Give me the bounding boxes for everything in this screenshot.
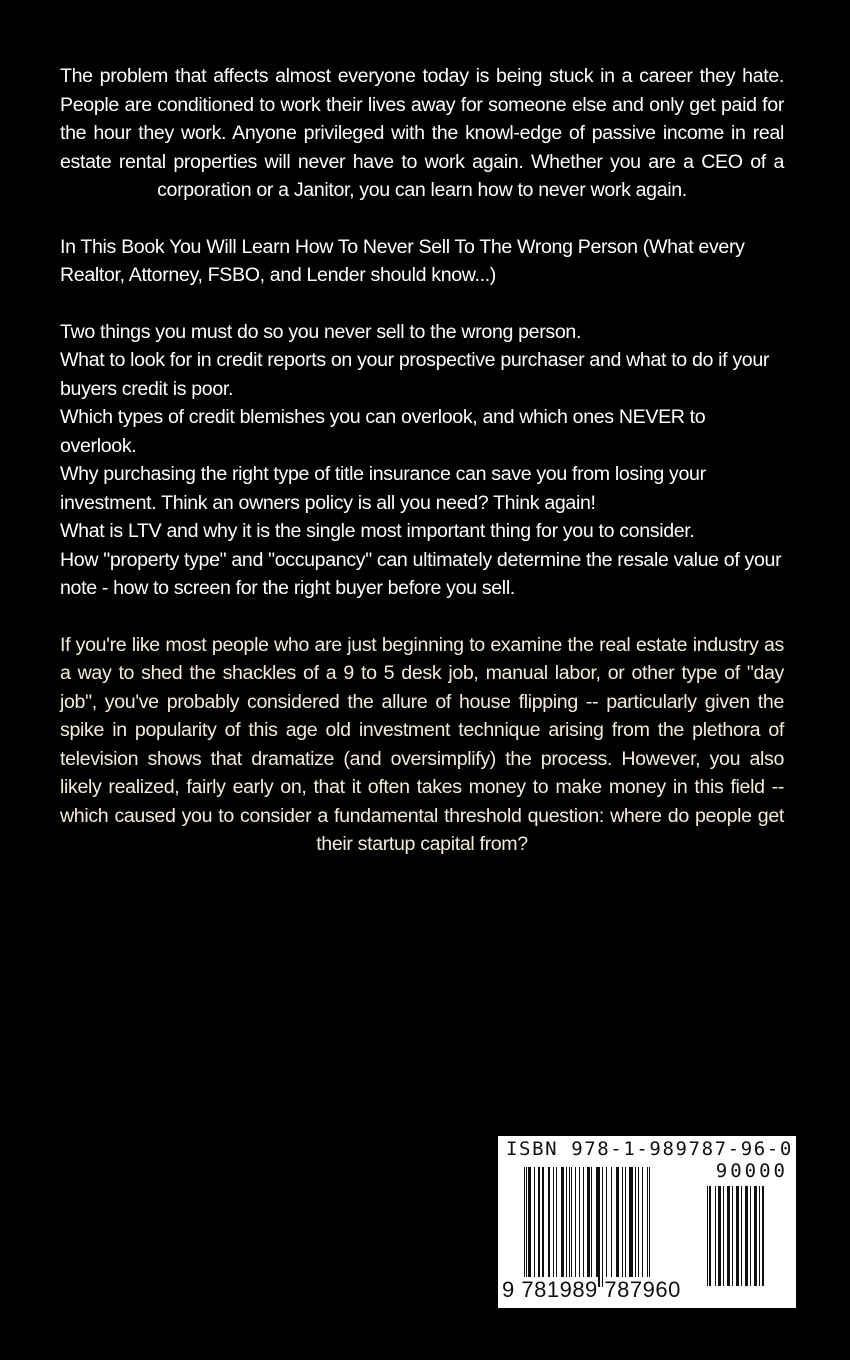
learn-item: Which types of credit blemishes you can overlook, and which ones NEVER to overlook.	[60, 406, 706, 457]
ean-group-2: 787960	[604, 1277, 681, 1302]
isbn-label: ISBN 978-1-989787-96-0	[506, 1138, 793, 1160]
price-addon-bars	[707, 1186, 787, 1286]
learn-item: How "property type" and "occupancy" can ultimately determine the resale value of your note - how to screen for the right buyer before you sell.	[60, 548, 782, 599]
closing-paragraph: If you're like most people who are just beginning to examine the real estate industry as a way to shed the shackles of a 9 to 5 desk job, manual labor, or other type of "day job", you've probably considered the allure of house flipping -- particularly given the spike in popularity of this age old investment technique arising from the plethora of television shows that dramatize (and oversimplify) the process. However, you also likely realized, fairly early on, that it often takes money to make money in this field -- which caused you to consider a fundamental threshold question: where do people get their startup capital from?	[60, 633, 784, 855]
learn-item: What is LTV and why it is the single most important thing for you to consider.	[60, 520, 695, 542]
ean-digits	[502, 1277, 681, 1303]
learn-item: Two things you must do so you never sell to the wrong person.	[60, 320, 582, 343]
ean-group-1: 781989	[521, 1277, 598, 1302]
book-heading-paragraph: In This Book You Will Learn How To Never Sell To The Wrong Person (What every Realtor, Attorney, FSBO, and Lender should know...)	[60, 235, 745, 286]
ean-first-digit: 9	[502, 1277, 515, 1302]
learn-item: Why purchasing the right type of title insurance can save you from losing your investment. Think an owners policy is all you need? Think again!	[60, 463, 706, 514]
ean-bars	[524, 1167, 692, 1287]
learn-item: What to look for in credit reports on your prospective purchaser and what to do if your buyers credit is poor.	[60, 349, 770, 400]
price-code: 90000	[715, 1160, 788, 1182]
isbn-barcode	[498, 1136, 796, 1308]
back-cover-text	[60, 62, 784, 859]
learn-list	[60, 318, 784, 603]
intro-paragraph: The problem that affects almost everyone today is being stuck in a career they hate. People are conditioned to work their lives away for someone else and only get paid for the hour they work. Anyone privileged with the knowl-edge of passive income in real estate rental properties will never have to work again. Whether you are a CEO of a corporation or a Janitor, you can learn how to never work again.	[60, 65, 784, 201]
